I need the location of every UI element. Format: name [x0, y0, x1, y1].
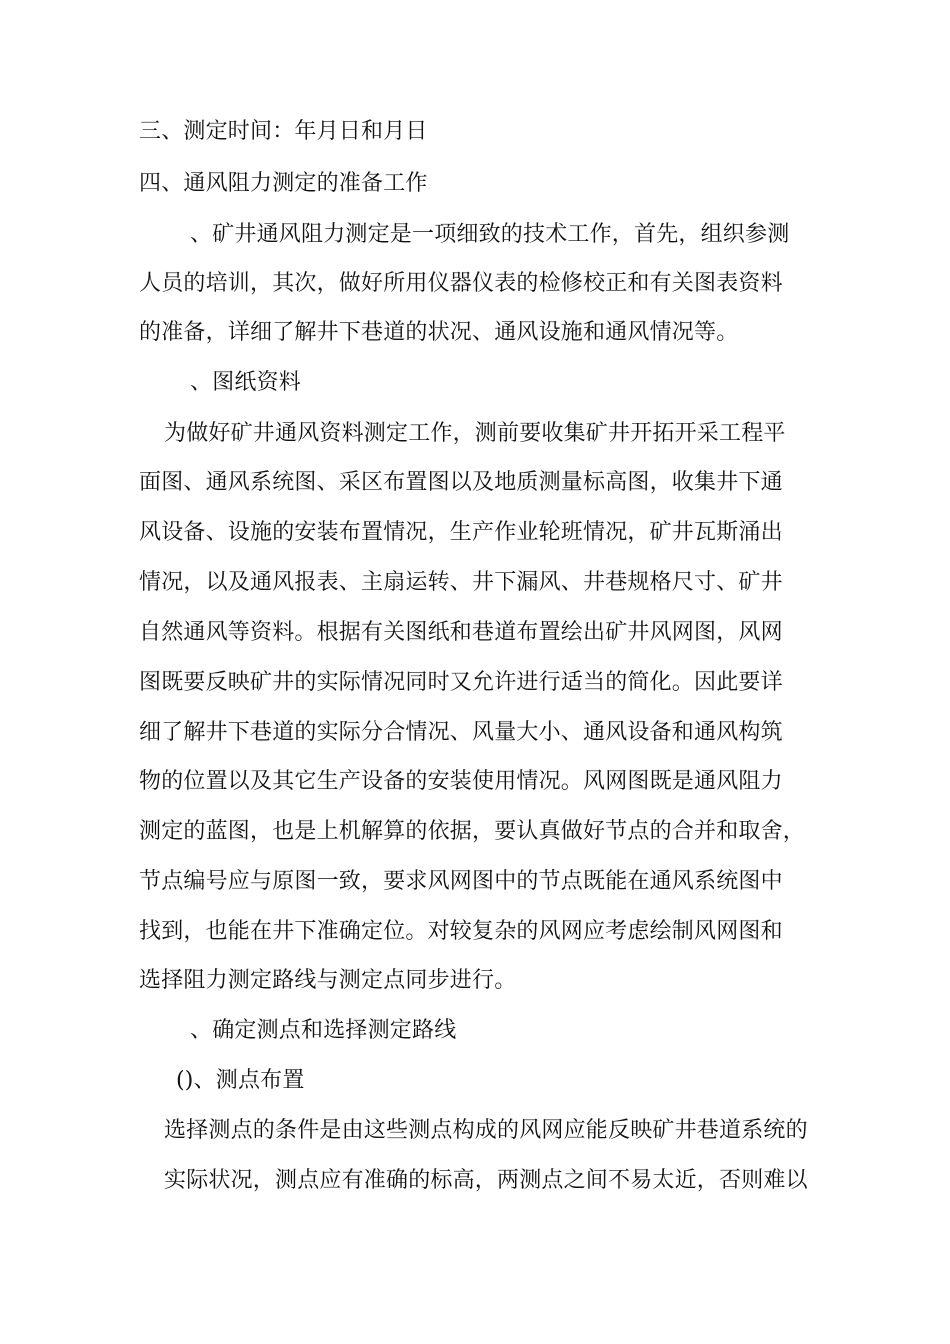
paragraph-line: 细了解井下巷道的实际分合情况、风量大小、通风设备和通风构筑	[139, 720, 783, 745]
paragraph-line: 选择阻力测定路线与测定点同步进行。	[139, 968, 517, 993]
paragraph-line: 选择测点的条件是由这些测点构成的风网应能反映矿井巷道系统的	[164, 1118, 808, 1143]
paragraph-line: 人员的培训，其次，做好所用仪器仪表的检修校正和有关图表资料	[139, 271, 783, 296]
paragraph-line: 自然通风等资料。根据有关图纸和巷道布置绘出矿井风网图，风网	[139, 620, 783, 645]
paragraph-line: 的准备，详细了解井下巷道的状况、通风设施和通风情况等。	[139, 320, 739, 345]
paragraph-line: 、矿井通风阻力测定是一项细致的技术工作，首先，组织参测	[190, 222, 790, 247]
section-heading-preparation: 四、通风阻力测定的准备工作	[139, 171, 428, 196]
paragraph-line: 物的位置以及其它生产设备的安装使用情况。风网图既是通风阻力	[139, 769, 783, 794]
paragraph-line: 为做好矿井通风资料测定工作，测前要收集矿井开拓开采工程平	[164, 421, 786, 446]
paragraph-line: 面图、通风系统图、采区布置图以及地质测量标高图，收集井下通	[139, 470, 783, 495]
paragraph-line: 风设备、设施的安装布置情况，生产作业轮班情况，矿井瓦斯涌出	[139, 520, 783, 545]
paragraph-line: 情况，以及通风报表、主扇运转、井下漏风、井巷规格尺寸、矿井	[139, 570, 783, 595]
paragraph-line: 图既要反映矿井的实际情况同时又允许进行适当的简化。因此要详	[139, 670, 783, 695]
section-heading-time: 三、测定时间：年月日和月日	[139, 119, 428, 144]
subheading-point-layout: ()、测点布置	[176, 1068, 305, 1093]
paragraph-line: 找到，也能在井下准确定位。对较复杂的风网应考虑绘制风网图和	[139, 919, 783, 944]
subheading-measure-points: 、确定测点和选择测定路线	[190, 1018, 457, 1043]
subheading-drawings: 、图纸资料	[190, 370, 302, 395]
paragraph-line: 测定的蓝图，也是上机解算的依据，要认真做好节点的合并和取舍，	[139, 819, 806, 844]
paragraph-line: 节点编号应与原图一致，要求风网图中的节点既能在通风系统图中	[139, 869, 783, 894]
paragraph-line: 实际状况，测点应有准确的标高，两测点之间不易太近，否则难以	[164, 1168, 808, 1193]
